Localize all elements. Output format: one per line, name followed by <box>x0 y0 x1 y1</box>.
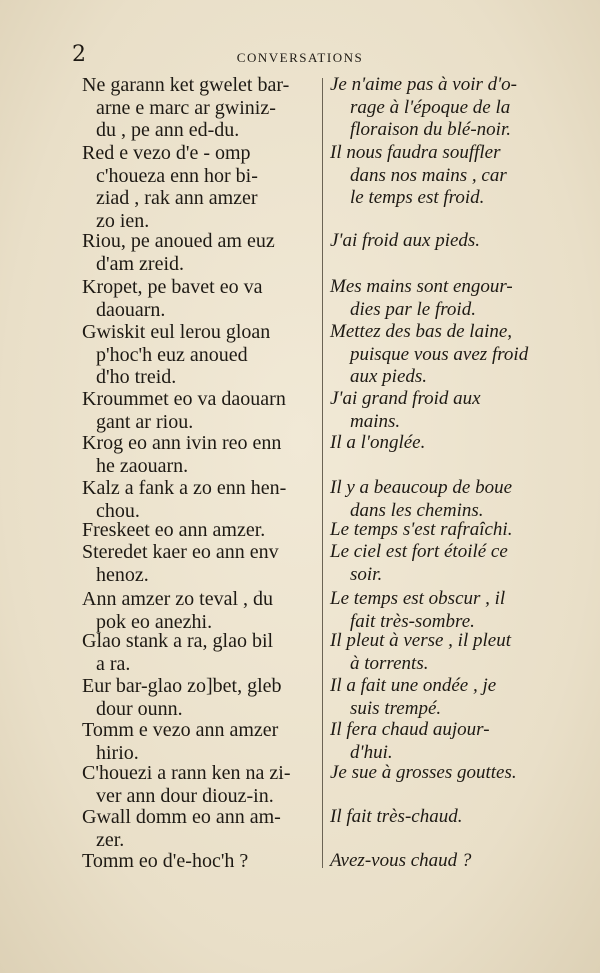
breton-text <box>82 630 318 675</box>
breton-line: d'ho treid. <box>96 366 177 388</box>
breton-line: arne e marc ar gwiniz- <box>96 96 276 119</box>
running-title: CONVERSATIONS <box>236 50 364 65</box>
french-line: Il fera chaud aujour- <box>330 719 490 740</box>
breton-line: Kroummet eo va daouarn <box>82 388 286 410</box>
breton-line: a ra. <box>96 652 131 675</box>
breton-line: Krog eo ann ivin reo enn <box>82 432 282 454</box>
breton-text <box>82 321 318 389</box>
breton-line: Gwiskit eul lerou gloan <box>82 321 271 343</box>
column-divider <box>322 78 323 868</box>
breton-line: Freskeet eo ann amzer. <box>82 519 266 541</box>
breton-line: du , pe ann ed-du. <box>96 119 240 141</box>
french-line: soir. <box>350 563 383 585</box>
french-text <box>330 519 564 542</box>
breton-line: p'hoc'h euz anoued <box>96 343 248 366</box>
french-text <box>330 230 564 253</box>
breton-text <box>82 541 318 586</box>
breton-line: Steredet kaer eo ann env <box>82 541 279 563</box>
breton-line: Ann amzer zo teval , du <box>82 588 274 610</box>
french-line: floraison du blé-noir. <box>350 119 511 140</box>
breton-line: zer. <box>96 828 125 851</box>
breton-line: gant ar riou. <box>96 410 194 433</box>
french-line: J'ai grand froid aux <box>330 388 481 409</box>
breton-line: zo ien. <box>96 209 150 232</box>
french-line: Le ciel est fort étoilé ce <box>330 541 508 562</box>
breton-line: c'houeza enn hor bi- <box>96 164 258 187</box>
breton-text <box>82 719 318 764</box>
french-text <box>330 850 564 873</box>
breton-text <box>82 388 318 433</box>
breton-line: Glao stank a ra, glao bil <box>82 630 274 652</box>
french-line: Il a l'onglée. <box>330 432 426 453</box>
french-text <box>330 675 564 720</box>
breton-text <box>82 142 318 232</box>
french-line: dans les chemins. <box>350 499 484 521</box>
french-text <box>330 74 564 142</box>
french-line: Il a fait une ondée , je <box>330 675 497 696</box>
french-line: rage à l'époque de la <box>350 96 511 118</box>
french-line: aux pieds. <box>350 366 428 387</box>
french-line: Je sue à grosses gouttes. <box>330 762 517 783</box>
breton-line: Riou, pe anoued am euz <box>82 230 275 252</box>
french-text <box>330 630 564 675</box>
french-line: le temps est froid. <box>350 187 485 208</box>
french-line: Il fait très-chaud. <box>330 806 463 827</box>
breton-text <box>82 675 318 720</box>
french-line: Le temps s'est rafraîchi. <box>330 519 513 540</box>
breton-text <box>82 230 318 275</box>
breton-text <box>82 74 318 142</box>
french-line: puisque vous avez froid <box>350 343 529 365</box>
french-line: à torrents. <box>350 652 429 674</box>
breton-text <box>82 432 318 477</box>
french-text <box>330 477 564 522</box>
french-line: Mes mains sont engour- <box>330 276 513 297</box>
breton-line: Tomm e vezo ann amzer <box>82 719 279 741</box>
french-text <box>330 806 564 829</box>
breton-text <box>82 762 318 807</box>
french-line: Il y a beaucoup de boue <box>330 477 513 498</box>
breton-line: C'houezi a rann ken na zi- <box>82 762 291 784</box>
french-text <box>330 432 564 455</box>
breton-line: Kalz a fank a zo enn hen- <box>82 477 287 499</box>
breton-line: Eur bar-glao zo]bet, gleb <box>82 675 282 697</box>
french-line: Il pleut à verse , il pleut <box>330 630 511 651</box>
breton-line: Kropet, pe bavet eo va <box>82 276 263 298</box>
french-text <box>330 541 564 586</box>
breton-line: he zaouarn. <box>96 454 189 477</box>
breton-text <box>82 519 318 542</box>
french-text <box>330 762 564 785</box>
breton-text <box>82 477 318 522</box>
french-line: dans nos mains , car <box>350 164 507 186</box>
breton-text <box>82 806 318 851</box>
breton-text <box>82 850 318 873</box>
french-line: Le temps est obscur , il <box>330 588 506 609</box>
french-line: mains. <box>350 410 401 432</box>
page-number: 2 <box>72 42 86 67</box>
breton-text <box>82 588 318 633</box>
breton-line: Red e vezo d'e - omp <box>82 142 251 164</box>
french-line: d'hui. <box>350 741 393 763</box>
breton-line: henoz. <box>96 563 149 586</box>
french-line: Je n'aime pas à voir d'o- <box>330 74 518 95</box>
french-line: Il nous faudra souffler <box>330 142 501 163</box>
breton-line: Gwall domm eo ann am- <box>82 806 281 828</box>
french-text <box>330 276 564 321</box>
breton-line: Ne garann ket gwelet bar- <box>82 74 290 96</box>
breton-line: hirio. <box>96 741 139 764</box>
breton-line: ver ann dour diouz-in. <box>96 784 274 807</box>
breton-line: dour ounn. <box>96 697 183 720</box>
french-line: Avez-vous chaud ? <box>330 850 472 871</box>
french-text <box>330 588 564 633</box>
breton-line: Tomm eo d'e-hoc'h ? <box>82 850 249 872</box>
french-line: suis trempé. <box>350 697 442 719</box>
french-line: J'ai froid aux pieds. <box>330 230 481 251</box>
french-line: dies par le froid. <box>350 298 476 320</box>
breton-line: ziad , rak ann amzer <box>96 187 258 209</box>
breton-line: d'am zreid. <box>96 252 185 275</box>
breton-text <box>82 276 318 321</box>
french-text <box>330 321 564 389</box>
french-line: Mettez des bas de laine, <box>330 321 513 342</box>
french-text <box>330 142 564 210</box>
french-text <box>330 388 564 433</box>
breton-line: chou. <box>96 499 140 522</box>
breton-line: pok eo anezhi. <box>96 610 213 633</box>
french-line: fait très-sombre. <box>350 610 475 632</box>
french-text <box>330 719 564 764</box>
breton-line: daouarn. <box>96 298 166 321</box>
